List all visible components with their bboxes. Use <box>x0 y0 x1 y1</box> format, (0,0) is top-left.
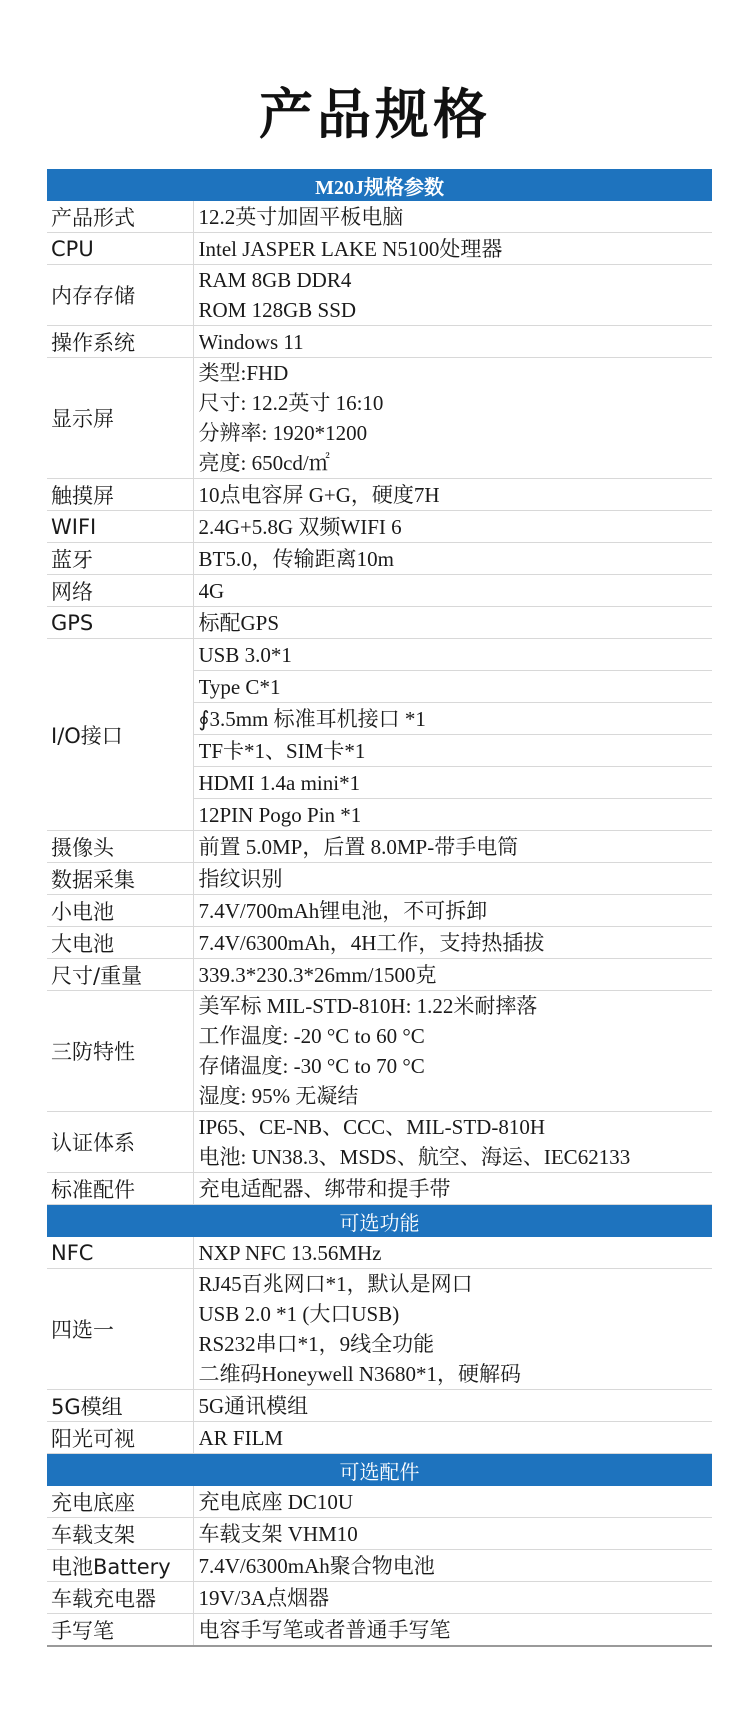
spec-row <box>47 233 712 265</box>
spec-label: 数据采集 <box>47 863 193 895</box>
spec-row <box>47 607 712 639</box>
spec-label: 触摸屏 <box>47 479 193 511</box>
spec-value-line: 美军标 MIL-STD-810H: 1.22米耐摔落 <box>198 994 538 1018</box>
spec-value-line: RAM 8GB DDR4 <box>198 268 352 292</box>
io-value <box>193 639 712 671</box>
spec-label: 摄像头 <box>47 831 193 863</box>
spec-label: GPS <box>47 607 193 639</box>
spec-value-line: 车载支架 VHM10 <box>198 1521 358 1546</box>
spec-row <box>47 575 712 607</box>
spec-value-line: 分辨率: 1920*1200 <box>198 421 368 445</box>
spec-value-line: 12PIN Pogo Pin *1 <box>198 802 362 827</box>
spec-value-line: 2.4G+5.8G 双频WIFI 6 <box>198 514 402 539</box>
spec-row <box>47 543 712 575</box>
spec-value-line: 12.2英寸加固平板电脑 <box>198 204 404 229</box>
spec-table <box>47 169 712 1647</box>
spec-value <box>193 991 712 1112</box>
spec-label: WIFI <box>47 511 193 543</box>
spec-label: 充电底座 <box>47 1486 193 1518</box>
spec-value <box>193 831 712 863</box>
spec-row <box>47 1422 712 1454</box>
spec-value <box>193 895 712 927</box>
spec-row <box>47 1112 712 1173</box>
io-value <box>193 703 712 735</box>
spec-value <box>193 1582 712 1614</box>
spec-label: NFC <box>47 1237 193 1269</box>
spec-value <box>193 511 712 543</box>
spec-value <box>193 233 712 265</box>
spec-label: 操作系统 <box>47 326 193 358</box>
spec-value-line: 尺寸: 12.2英寸 16:10 <box>198 391 384 415</box>
spec-value-line: 19V/3A点烟器 <box>198 1585 330 1610</box>
spec-value-line: Intel JASPER LAKE N5100处理器 <box>198 236 503 261</box>
specs-header-band-text: M20J规格参数 <box>47 169 712 201</box>
spec-row <box>47 959 712 991</box>
spec-label: 四选一 <box>47 1269 193 1390</box>
spec-value <box>193 1550 712 1582</box>
spec-label: 网络 <box>47 575 193 607</box>
spec-value <box>193 1390 712 1422</box>
spec-value <box>193 1518 712 1550</box>
spec-label: 大电池 <box>47 927 193 959</box>
spec-row <box>47 895 712 927</box>
spec-row <box>47 991 712 1112</box>
io-value <box>193 735 712 767</box>
spec-value <box>193 607 712 639</box>
spec-value <box>193 1269 712 1390</box>
spec-row <box>47 831 712 863</box>
spec-value <box>193 1486 712 1518</box>
spec-value <box>193 265 712 326</box>
spec-row <box>47 1237 712 1269</box>
spec-value <box>193 201 712 233</box>
spec-row <box>47 1582 712 1614</box>
spec-value <box>193 358 712 479</box>
spec-row <box>47 358 712 479</box>
spec-label: 5G模组 <box>47 1390 193 1422</box>
spec-label: 车载支架 <box>47 1518 193 1550</box>
spec-row <box>47 511 712 543</box>
spec-value <box>193 959 712 991</box>
spec-value <box>193 1237 712 1269</box>
spec-value-line: USB 3.0*1 <box>198 642 292 667</box>
spec-row <box>47 326 712 358</box>
spec-value-line: BT5.0，传输距离10m <box>198 546 394 571</box>
spec-value <box>193 1112 712 1173</box>
spec-value <box>193 575 712 607</box>
spec-value-line: IP65、CE-NB、CCC、MIL-STD-810H <box>198 1115 546 1139</box>
spec-value-line: 10点电容屏 G+G，硬度7H <box>198 482 440 507</box>
io-label: I/O接口 <box>47 639 193 831</box>
spec-row <box>47 1269 712 1390</box>
spec-value-line: 工作温度: -20 °C to 60 °C <box>198 1024 425 1048</box>
spec-value-line: Type C*1 <box>198 674 281 699</box>
spec-value-line: Windows 11 <box>198 329 304 354</box>
spec-value <box>193 1614 712 1647</box>
spec-label: 阳光可视 <box>47 1422 193 1454</box>
spec-value-line: 指纹识别 <box>198 866 283 891</box>
spec-row <box>47 1614 712 1647</box>
accessories-header-band-text: 可选配件 <box>47 1454 712 1487</box>
spec-label: 认证体系 <box>47 1112 193 1173</box>
spec-label: 内存存储 <box>47 265 193 326</box>
spec-value-line: 339.3*230.3*26mm/1500克 <box>198 962 437 987</box>
spec-label: 蓝牙 <box>47 543 193 575</box>
spec-value-line: 标配GPS <box>198 610 280 635</box>
spec-value-line: 充电底座 DC10U <box>198 1489 354 1514</box>
spec-value-line: 7.4V/6300mAh，4H工作，支持热插拔 <box>198 930 545 955</box>
spec-row <box>47 1550 712 1582</box>
spec-value <box>193 543 712 575</box>
spec-value-line: 电容手写笔或者普通手写笔 <box>198 1617 451 1642</box>
spec-value-line: RJ45百兆网口*1，默认是网口 <box>198 1272 473 1296</box>
spec-label: CPU <box>47 233 193 265</box>
spec-value <box>193 326 712 358</box>
spec-label: 显示屏 <box>47 358 193 479</box>
spec-value-line: 5G通讯模组 <box>198 1393 309 1418</box>
spec-value-line: RS232串口*1，9线全功能 <box>198 1332 435 1356</box>
spec-value-line: 二维码Honeywell N3680*1，硬解码 <box>198 1362 522 1386</box>
spec-value <box>193 863 712 895</box>
spec-row <box>47 1390 712 1422</box>
spec-value <box>193 927 712 959</box>
spec-row <box>47 201 712 233</box>
spec-value-line: 湿度: 95% 无凝结 <box>198 1084 359 1108</box>
spec-label: 标准配件 <box>47 1173 193 1205</box>
spec-value-line: 7.4V/700mAh锂电池，不可拆卸 <box>198 898 488 923</box>
spec-value-line: 前置 5.0MP，后置 8.0MP-带手电筒 <box>198 834 519 859</box>
spec-value <box>193 1422 712 1454</box>
spec-label: 手写笔 <box>47 1614 193 1647</box>
spec-label: 尺寸/重量 <box>47 959 193 991</box>
io-value <box>193 799 712 831</box>
io-value <box>193 767 712 799</box>
spec-row <box>47 265 712 326</box>
io-value <box>193 671 712 703</box>
optional-header-band <box>47 1205 712 1238</box>
io-row <box>47 639 712 671</box>
spec-value-line: HDMI 1.4a mini*1 <box>198 770 361 795</box>
spec-value-line: 类型:FHD <box>198 361 289 385</box>
spec-value-line: NXP NFC 13.56MHz <box>198 1240 382 1265</box>
accessories-header-band <box>47 1454 712 1487</box>
spec-label: 小电池 <box>47 895 193 927</box>
optional-header-band-text: 可选功能 <box>47 1205 712 1238</box>
spec-value-line: ROM 128GB SSD <box>198 298 357 322</box>
spec-value <box>193 1173 712 1205</box>
spec-value <box>193 479 712 511</box>
spec-row <box>47 1173 712 1205</box>
spec-value-line: USB 2.0 *1 (大口USB) <box>198 1302 400 1326</box>
spec-value-line: 电池: UN38.3、MSDS、航空、海运、IEC62133 <box>198 1145 631 1169</box>
spec-label: 车载充电器 <box>47 1582 193 1614</box>
spec-row <box>47 863 712 895</box>
spec-label: 三防特性 <box>47 991 193 1112</box>
spec-row <box>47 1486 712 1518</box>
spec-value-line: TF卡*1、SIM卡*1 <box>198 738 366 763</box>
spec-label: 产品形式 <box>47 201 193 233</box>
spec-row <box>47 1518 712 1550</box>
spec-value-line: AR FILM <box>198 1425 284 1450</box>
spec-row <box>47 927 712 959</box>
spec-value-line: 充电适配器、绑带和提手带 <box>198 1176 451 1201</box>
spec-value-line: 亮度: 650cd/㎡ <box>198 451 330 475</box>
spec-value-line: 存储温度: -30 °C to 70 °C <box>198 1054 425 1078</box>
spec-row <box>47 479 712 511</box>
page-title: 产品规格 <box>259 83 491 146</box>
spec-value-line: 7.4V/6300mAh聚合物电池 <box>198 1553 435 1578</box>
spec-label: 电池Battery <box>47 1550 193 1582</box>
specs-header-band <box>47 169 712 201</box>
spec-value-line: 4G <box>198 578 225 603</box>
spec-value-line: ∮3.5mm 标准耳机接口 *1 <box>198 706 426 731</box>
